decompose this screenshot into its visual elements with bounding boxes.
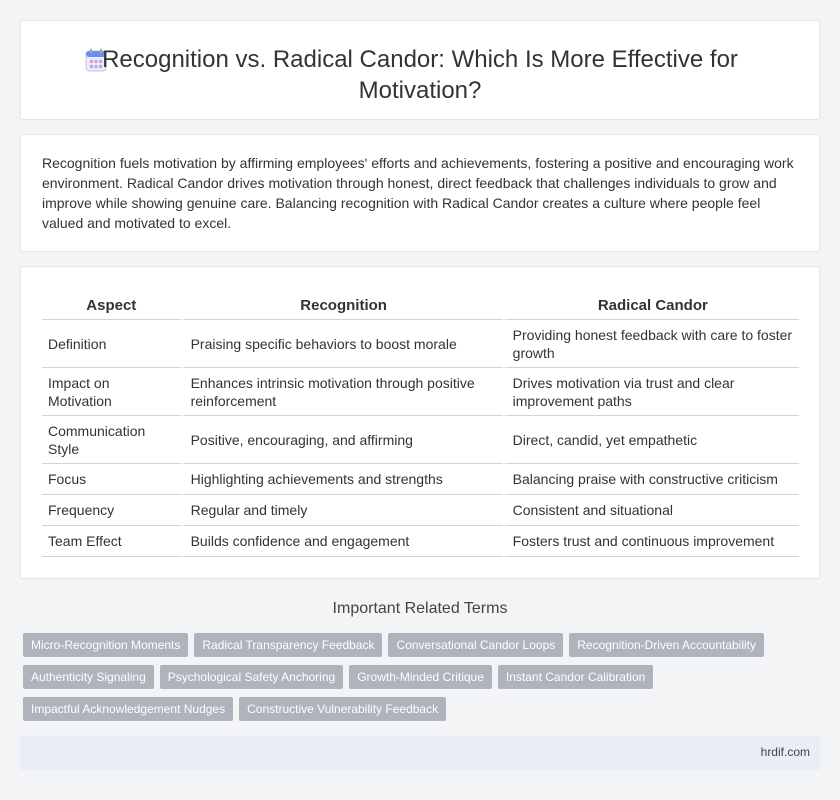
related-term-tag[interactable]: Constructive Vulnerability Feedback xyxy=(239,697,446,721)
cell-recognition: Positive, encouraging, and affirming xyxy=(181,416,503,464)
cell-aspect: Frequency xyxy=(42,495,181,526)
cell-recognition: Praising specific behaviors to boost morale xyxy=(181,320,503,368)
related-term-tag[interactable]: Authenticity Signaling xyxy=(23,665,154,689)
related-term-tag[interactable]: Growth-Minded Critique xyxy=(349,665,492,689)
related-term-tag[interactable]: Impactful Acknowledgement Nudges xyxy=(23,697,233,721)
table-row xyxy=(42,416,799,464)
table-row xyxy=(42,320,799,368)
comparison-table xyxy=(42,293,799,557)
related-terms-list xyxy=(23,633,813,729)
cell-radical-candor: Direct, candid, yet empathetic xyxy=(503,416,799,464)
cell-aspect: Impact on Motivation xyxy=(42,368,181,416)
cell-radical-candor: Providing honest feedback with care to foster growth xyxy=(503,320,799,368)
comparison-card xyxy=(20,266,820,579)
header-radical-candor: Radical Candor xyxy=(503,293,799,320)
intro-paragraph: Recognition fuels motivation by affirming employees' efforts and achievements, fostering a positive and encouraging work environment. Radical Candor drives motivation through honest, direct feedback that challenges individuals to grow and improve while showing genuine care. Balancing recognition with Radical Candor creates a culture where people feel valued and motivated to excel. xyxy=(42,155,794,231)
related-term-tag[interactable]: Radical Transparency Feedback xyxy=(194,633,382,657)
cell-recognition: Highlighting achievements and strengths xyxy=(181,464,503,495)
cell-aspect: Definition xyxy=(42,320,181,368)
related-term-tag[interactable]: Recognition-Driven Accountability xyxy=(569,633,764,657)
cell-recognition: Enhances intrinsic motivation through positive reinforcement xyxy=(181,368,503,416)
header-aspect: Aspect xyxy=(42,293,181,320)
cell-recognition: Regular and timely xyxy=(181,495,503,526)
table-row xyxy=(42,368,799,416)
table-row xyxy=(42,464,799,495)
cell-radical-candor: Fosters trust and continuous improvement xyxy=(503,526,799,557)
header-recognition: Recognition xyxy=(181,293,503,320)
related-term-tag[interactable]: Micro-Recognition Moments xyxy=(23,633,188,657)
table-row xyxy=(42,495,799,526)
cell-recognition: Builds confidence and engagement xyxy=(181,526,503,557)
footer xyxy=(20,736,820,770)
cell-radical-candor: Drives motivation via trust and clear improvement paths xyxy=(503,368,799,416)
title-card xyxy=(20,20,820,120)
cell-radical-candor: Balancing praise with constructive criticism xyxy=(503,464,799,495)
page-title: Recognition vs. Radical Candor: Which Is More Effective for Motivation? xyxy=(102,46,738,104)
related-term-tag[interactable]: Psychological Safety Anchoring xyxy=(160,665,343,689)
footer-site-link[interactable]: hrdif.com xyxy=(760,745,810,759)
table-header-row xyxy=(42,293,799,320)
related-term-tag[interactable]: Conversational Candor Loops xyxy=(388,633,563,657)
related-terms-heading: Important Related Terms xyxy=(332,600,508,617)
intro-card xyxy=(20,134,820,252)
cell-radical-candor: Consistent and situational xyxy=(503,495,799,526)
cell-aspect: Focus xyxy=(42,464,181,495)
cell-aspect: Team Effect xyxy=(42,526,181,557)
cell-aspect: Communication Style xyxy=(42,416,181,464)
table-row xyxy=(42,526,799,557)
related-term-tag[interactable]: Instant Candor Calibration xyxy=(498,665,653,689)
